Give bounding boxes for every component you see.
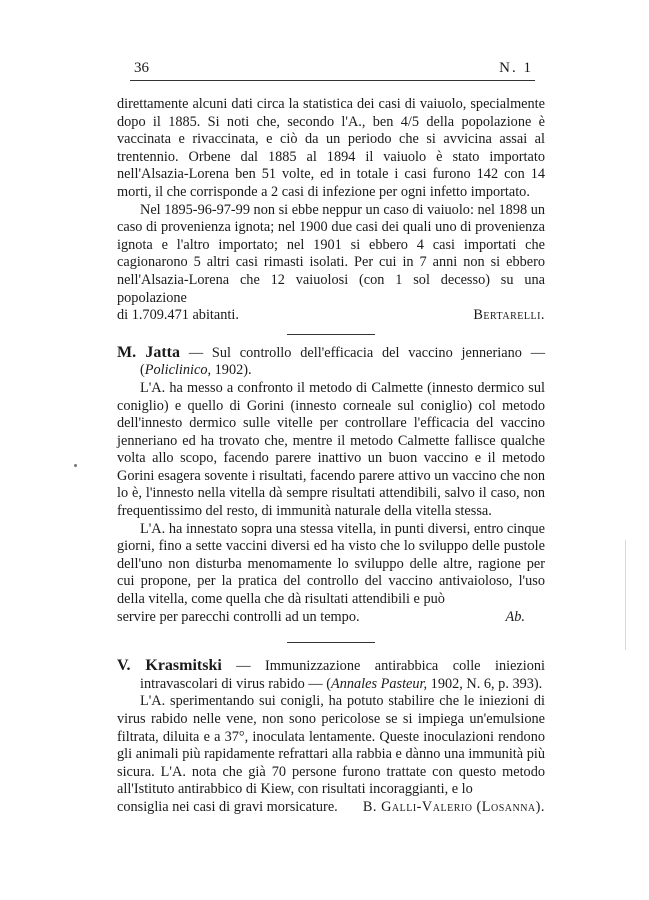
closing-line [117, 609, 545, 627]
paragraph-jatta-2: L'A. ha innestato sopra una stessa vitella, in punti diversi, entro cinque giorni, fino a sette vaccini diversi ed ha visto che lo sviluppo delle pustole dell'uno non disturba menomamente lo sviluppo delle altre, ragione per cui propone, per la pratica del controllo del vaccino antivaioloso, l'uso della vitella, come quella che dà risultati attendibili e può [117, 520, 545, 608]
journal-name: Annales Pasteur, [330, 675, 428, 692]
closing-text: servire per parecchi controlli ad un tempo. [117, 608, 360, 625]
header-rule [130, 80, 535, 81]
journal-name: Policlinico, [144, 362, 212, 379]
closing-line [117, 307, 545, 325]
signature-galli-valerio: B. Galli-Valerio (Losanna). [362, 798, 545, 815]
author-name: M. Jatta [117, 343, 180, 361]
citation-year: 1902). [211, 362, 252, 379]
closing-text: consiglia nei casi di gravi morsicature. [117, 798, 338, 815]
article-title: — Sul controllo dell'efficacia del vaccino jenneriano — ( [140, 344, 545, 379]
page-body [117, 96, 545, 817]
citation-details: 1902, N. 6, p. 393). [427, 675, 543, 692]
signature-ab: Ab. [505, 608, 525, 625]
paragraph-jatta-1: L'A. ha messo a confronto il metodo di Calmette (innesto dermico sul coniglio) e quello di Gorini (innesto corneale sul coniglio) col metodo dell'innesto dermico sulle vitelle per controllare l'efficacia del vaccino jenneriano ed ha trovato che, mentre il metodo Calmette fallisce qualche volta allo scopo, facendo parere inattivo un buon vaccino e il metodo Gorini esagera sovente i risultati, facendo parere attivo un vaccino che non lo è, l'innesto nella vitella dà sempre risultati attendibili, salvo il caso, non frequentissimo del resto, di immunità naturale della vitella stessa. [117, 379, 545, 520]
section-divider [287, 334, 375, 335]
entry-title-krasmitski [117, 657, 545, 693]
running-header [128, 60, 533, 82]
closing-text: di 1.709.471 abitanti. [117, 307, 239, 324]
page-number: 36 [134, 60, 149, 76]
entry-title-jatta [117, 344, 545, 380]
signature-bertarelli: Bertarelli. [473, 307, 545, 324]
closing-line [117, 799, 545, 817]
issue-number: N. 1 [499, 60, 533, 76]
author-name: V. Krasmitski [117, 657, 222, 675]
margin-dot [74, 464, 77, 467]
paragraph-krasmitski: L'A. sperimentando sui conigli, ha potuto stabilire che le iniezioni di virus rabido nelle vene, non sono pericolose se si impiega un'emulsione filtrata, diluita e a 37°, inoculata lentamente. Queste inoculazioni rendono gli animali più rapidamente refrattari alla rabbia e dànno una immunità più sicura. L'A. nota che già 70 persone furono trattate con questo metodo all'Istituto antirabbico di Kiew, con risultati incoraggianti, e lo [117, 693, 545, 798]
margin-mark [625, 540, 626, 650]
paragraph-vaiuolo-stats: Nel 1895-96-97-99 non si ebbe neppur un caso di vaiuolo: nel 1898 un caso di provenienza ignota; nel 1900 due casi dei quali uno di provenienza ignota e l'altro importato; nel 1901 si ebbero 4 casi importati che cagionarono 5 altri casi rimasti isolati. Per cui in 7 anni non si ebbero nell'Alsazia-Lorena che 12 vaiuolosi (con 1 sol decesso) su una popolazione [117, 201, 546, 306]
paragraph-continuation: direttamente alcuni dati circa la statistica dei casi di vaiuolo, specialmente dopo il 1885. Si noti che, secondo l'A., ben 4/5 della popolazione è vaccinata e rivaccinata, e ciò da un periodo che si avvicina assai al trentennio. Orbene dal 1885 al 1894 il vaiuolo è stato importato nell'Alsazia-Lorena ben 51 volte, ed in totale i casi furono 142 con 14 morti, il che corrisponde a 2 casi di infezione per ogni infetto importato. [117, 96, 545, 200]
section-divider [287, 642, 375, 643]
article-title: — Immunizzazione antirabbica colle iniezioni intravascolari di virus rabido — ( [140, 658, 546, 692]
